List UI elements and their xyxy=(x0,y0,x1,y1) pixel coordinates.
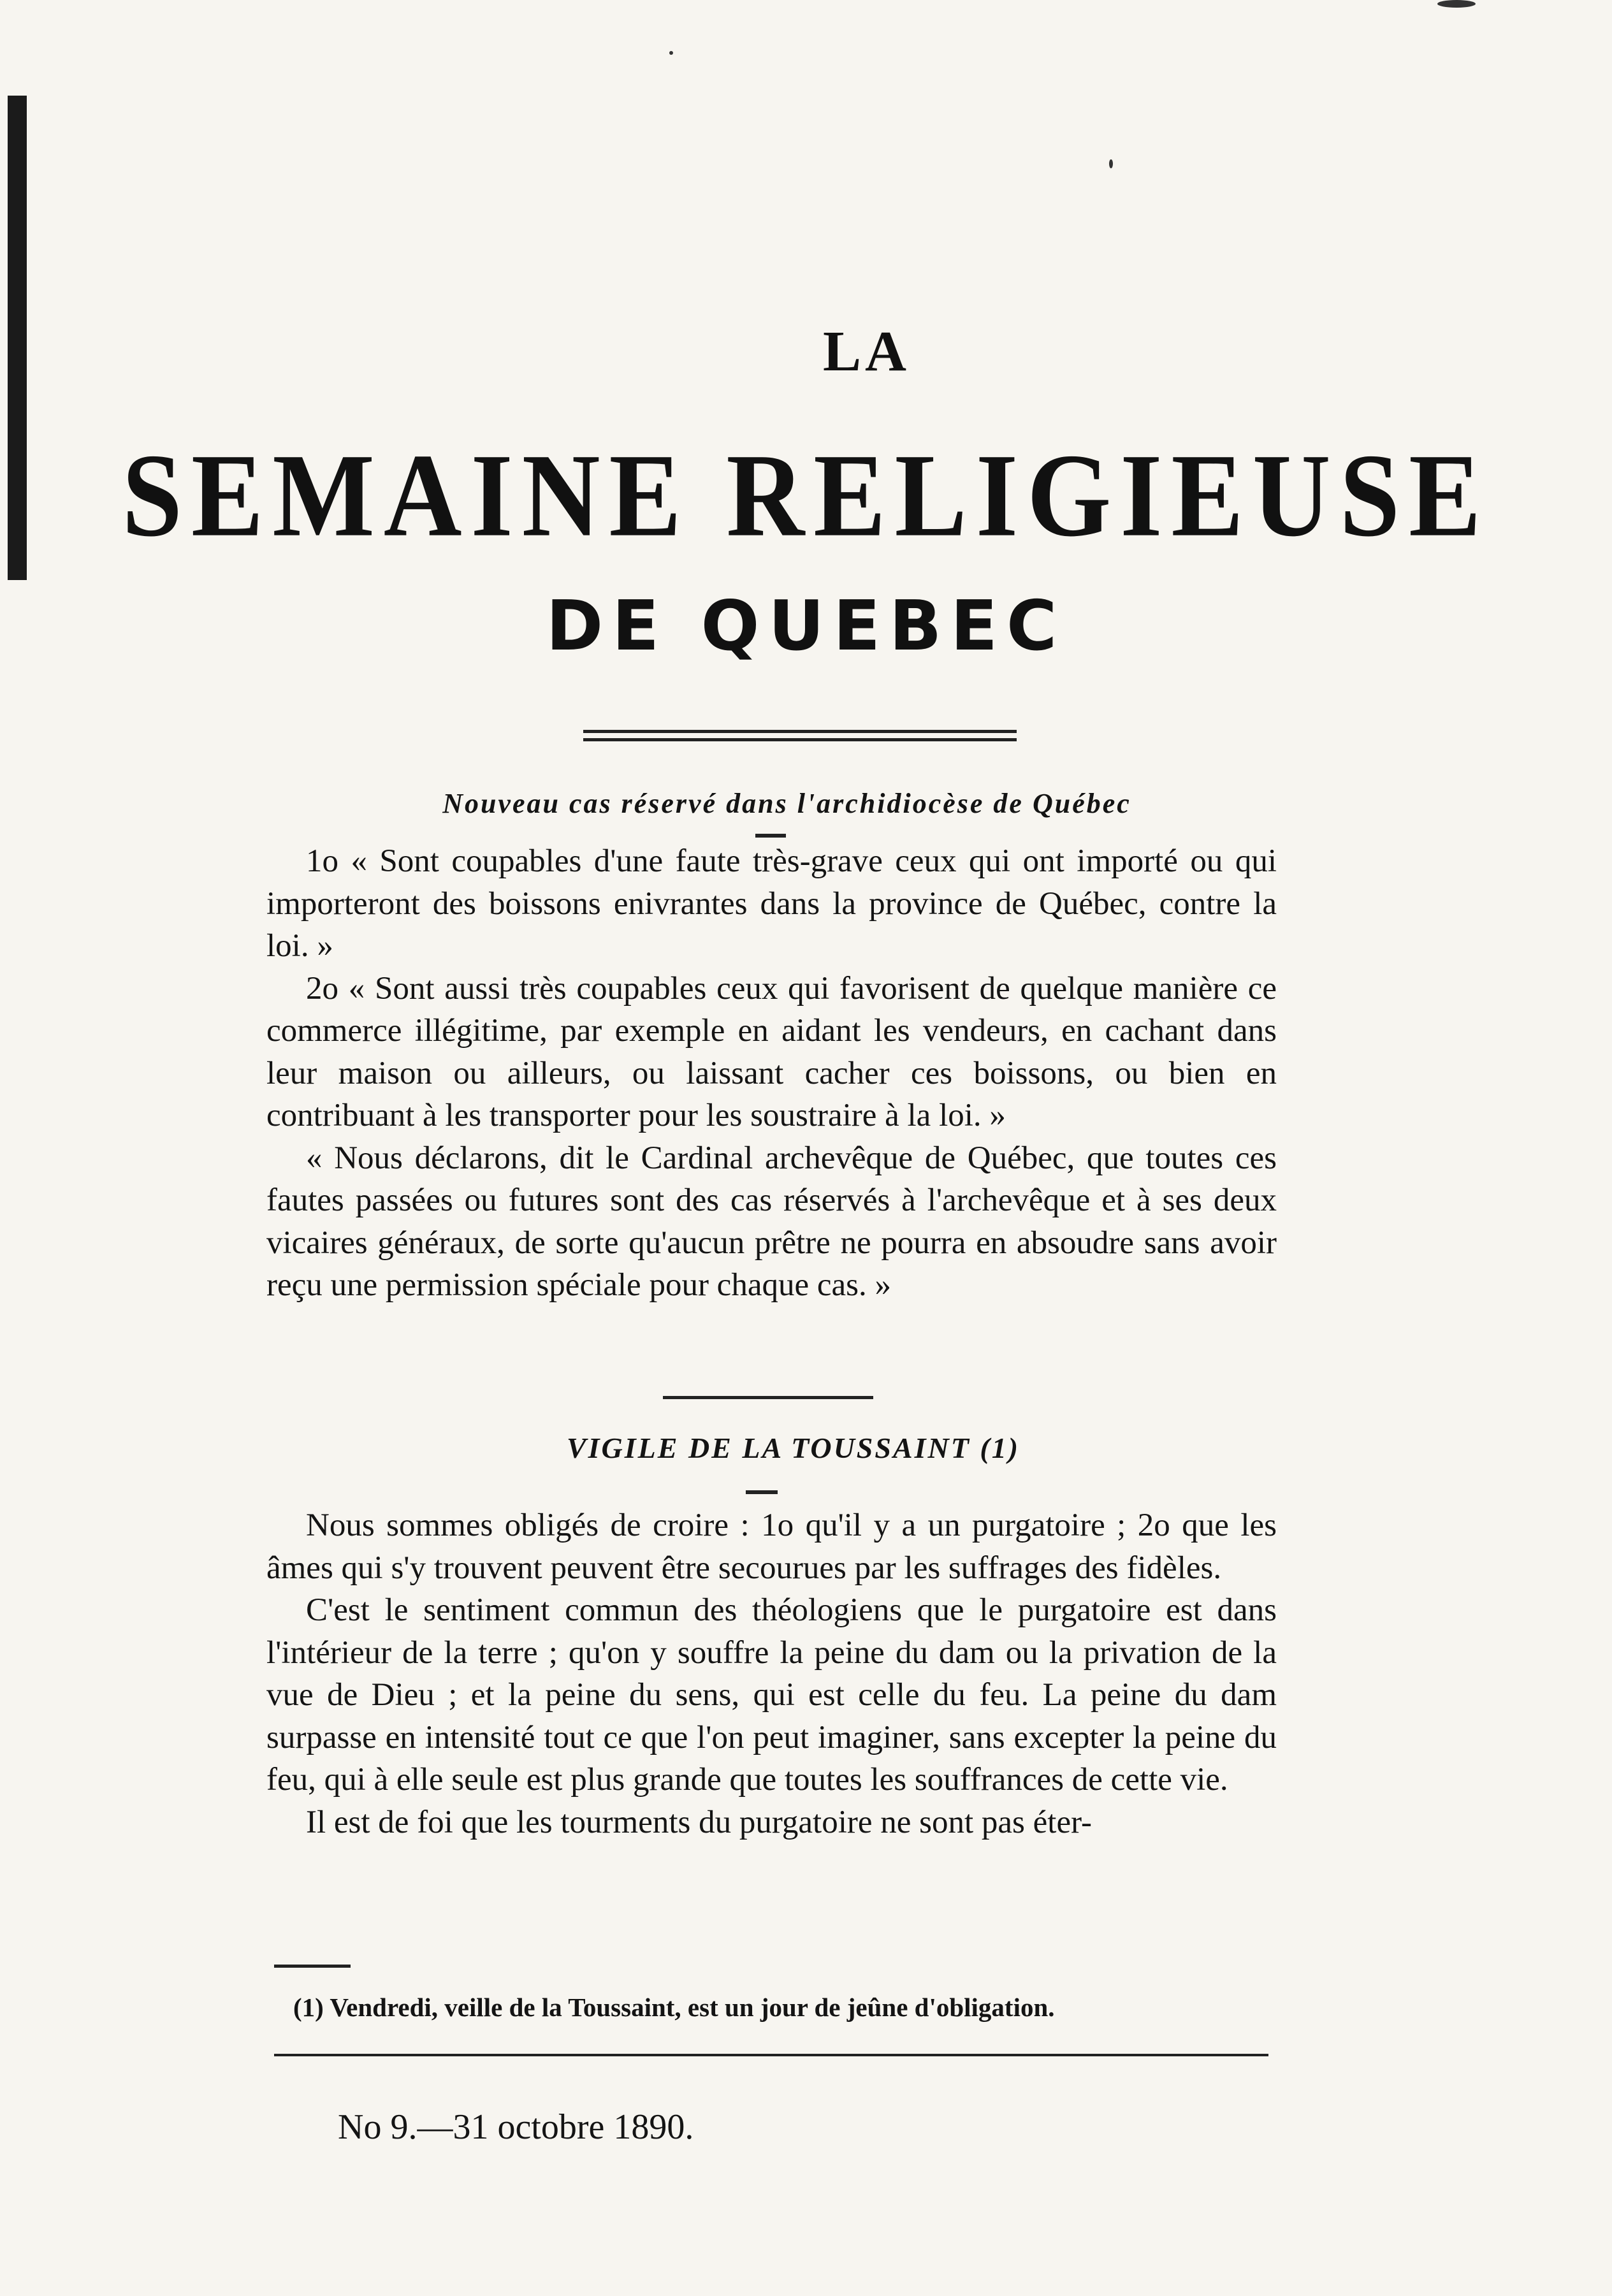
footnote: (1) Vendredi, veille de la Toussaint, est un jour de jeûne d'obligation. xyxy=(293,1993,1055,2022)
footnote-rule xyxy=(274,1965,351,1968)
ink-blotch xyxy=(1437,0,1476,8)
section-heading: Nouveau cas réservé dans l'archidiocèse de Québec xyxy=(442,788,1131,819)
paragraph: « Nous déclarons, dit le Cardinal archevêque de Québec, que toutes ces fautes passées ou futures sont des cas réservés à l'archevêque et à ses deux vicaires généraux, de sorte qu'aucun prêtre ne pourra en absoudre sans avoir reçu une permission spéciale pour chaque cas. » xyxy=(266,1140,1277,1303)
paragraph: Il est de foi que les tourments du purgatoire ne sont pas éter- xyxy=(306,1804,1093,1840)
section-body xyxy=(266,1504,1277,1843)
paragraph: 2o « Sont aussi très coupables ceux qui favorisent de quelque manière ce commerce illégitime, par exemple en aidant les vendeurs, en cachant dans leur maison ou ailleurs, ou laissant cacher ces boissons, ou bien en contribuant à les transporter pour les soustraire à la loi. » xyxy=(266,970,1277,1133)
heading-dash xyxy=(746,1490,778,1494)
footer-rule xyxy=(274,2054,1268,2056)
double-rule xyxy=(583,730,1017,741)
ink-speck xyxy=(1109,159,1113,168)
ink-speck xyxy=(669,51,673,55)
section-heading: VIGILE DE LA TOUSSAINT (1) xyxy=(566,1432,1020,1464)
paragraph: C'est le sentiment commun des théologiens que le purgatoire est dans l'intérieur de la terre ; qu'on y souffre la peine du dam ou la privation de la vue de Dieu ; et la peine du sens, qui est celle du feu. La peine du dam surpasse en intensité tout ce que l'on peut imaginer, sans excepter la peine du feu, qui à elle seule est plus grande que toutes les souffrances de cette vie. xyxy=(266,1592,1277,1798)
section-body xyxy=(266,840,1277,1307)
masthead-subtitle: DE QUEBEC xyxy=(546,586,1066,666)
issue-footer: No 9.—31 octobre 1890. xyxy=(338,2107,694,2147)
paragraph: Nous sommes obligés de croire : 1o qu'il y a un purgatoire ; 2o que les âmes qui s'y trouvent peuvent être secourues par les suffrages des fidèles. xyxy=(266,1508,1277,1586)
paragraph: 1o « Sont coupables d'une faute très-grave ceux qui ont importé ou qui importeront des boissons enivrantes dans la province de Québec, contre la loi. » xyxy=(266,843,1277,964)
masthead-article: LA xyxy=(822,320,911,383)
heading-dash xyxy=(755,834,786,838)
masthead-title: SEMAINE RELIGIEUSE xyxy=(122,429,1490,562)
section-divider xyxy=(663,1396,873,1399)
